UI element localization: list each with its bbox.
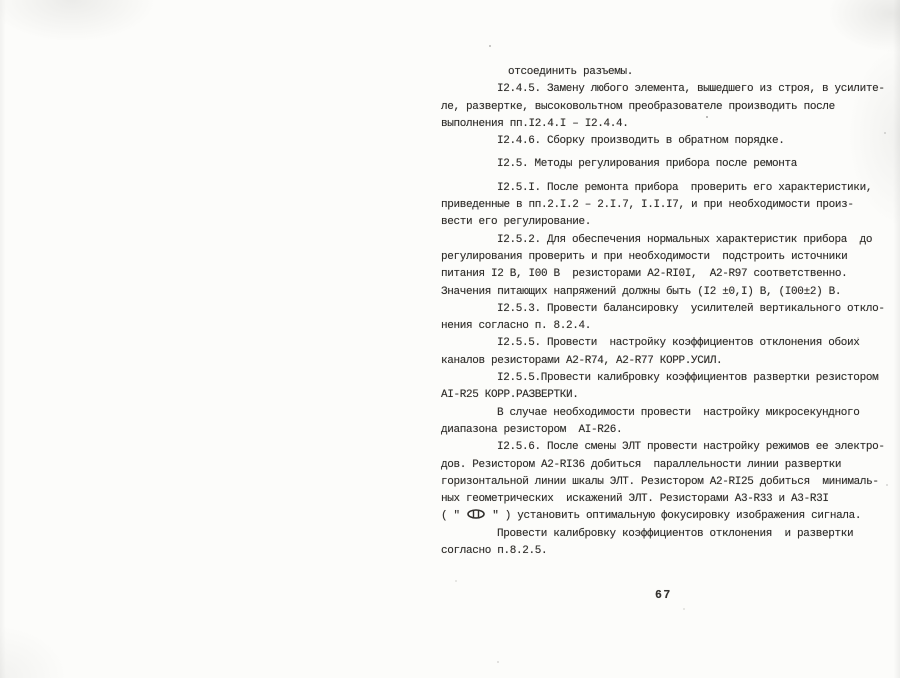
text-line [441,232,893,249]
text-line [441,156,893,173]
text-line-content: приведенные в пп.2.I.2 – 2.I.7, I.I.I7, и при необходимости произ- [441,199,854,212]
focus-symbol-icon [467,509,485,519]
text-line [441,526,893,543]
text-line [441,318,893,335]
text-line [441,64,893,81]
text-line [441,405,893,422]
text-line [441,116,893,133]
text-line [441,99,893,116]
text-line-content: диапазона резистором АI-R26. [441,423,623,436]
text-line [441,180,893,197]
page-number: 67 [655,589,672,602]
text-line-content: I2.5.5.Провести калибровку коэффициентов развертки резистором [497,372,879,385]
text-line [441,387,893,404]
text-line [441,422,893,439]
text-line-content: I2.5.6. После смены ЭЛТ провести настройку режимов ее электро- [497,441,885,454]
scan-noise [0,0,2,2]
text-line [441,284,893,301]
text-line-content: вести его регулирование. [441,216,592,229]
text-line-content: питания I2 В, I00 В резисторами А2-RI0I, А2-R97 соответственно. [441,268,848,281]
text-block [441,64,893,560]
text-line [441,543,893,560]
text-line [441,335,893,352]
text-line-content: I2.5.2. Для обеспечения нормальных характеристик прибора до [497,233,873,246]
text-line-content: выполнения пп.I2.4.I – I2.4.4. [441,117,629,130]
text-line-suffix: " ) установить оптимальную фокусировку изображения сигнала. [486,510,862,523]
text-line [441,370,893,387]
text-line [441,266,893,283]
text-line [441,508,893,525]
text-line [441,249,893,266]
text-line-content: дов. Резистором А2-RI36 добиться параллельности линии развертки [441,458,842,471]
text-line [441,81,893,98]
text-line-content: I2.4.6. Сборку производить в обратном порядке. [497,135,785,148]
text-line-content: I2.5.3. Провести балансировку усилителей вертикального откло- [497,302,885,315]
text-line [441,214,893,231]
text-line [441,439,893,456]
text-line [441,457,893,474]
text-line-content: В случае необходимости провести настройку микросекундного [497,406,860,419]
text-line [441,353,893,370]
text-line-content: I2.4.5. Замену любого элемента, вышедшего из строя, в усилите- [497,83,885,96]
text-line-content: горизонтальной линии шкалы ЭЛТ. Резистором А2-RI25 добиться минималь- [441,475,879,488]
text-line [441,133,893,150]
text-line [441,197,893,214]
text-line-content: I2.5.5. Провести настройку коэффициентов отклонения обоих [497,337,860,350]
text-line-content: ных геометрических искажений ЭЛТ. Резисторами А3-R33 и А3-R3I [441,493,829,506]
text-line-content: каналов резисторами А2-R74, А2-R77 КОРР.УСИЛ. [441,354,723,367]
text-line-content: регулирования проверить и при необходимости подстроить источники [441,250,848,263]
text-line-content: согласно п.8.2.5. [441,545,548,558]
text-line-content: отсоединить разъемы. [508,66,634,78]
text-line-content: ле, развертке, высоковольтном преобразователе производить после [441,100,835,113]
text-line [441,491,893,508]
text-line [441,474,893,491]
text-line-content: нения согласно п. 8.2.4. [441,320,592,333]
text-line-content: I2.5.I. После ремонта прибора проверить его характеристики, [497,181,873,194]
text-line-content: Значения питающих напряжений должны быть (I2 ±0,I) В, (I00±2) В. [441,285,842,298]
text-line [441,301,893,318]
text-line-content: Провести калибровку коэффициентов отклонения и развертки [497,527,854,540]
text-line-content: I2.5. Методы регулирования прибора после ремонта [497,158,798,171]
text-line-content: АI-R25 КОРР.РАЗВЕРТКИ. [441,389,579,402]
text-line-prefix: ( " [441,510,467,523]
